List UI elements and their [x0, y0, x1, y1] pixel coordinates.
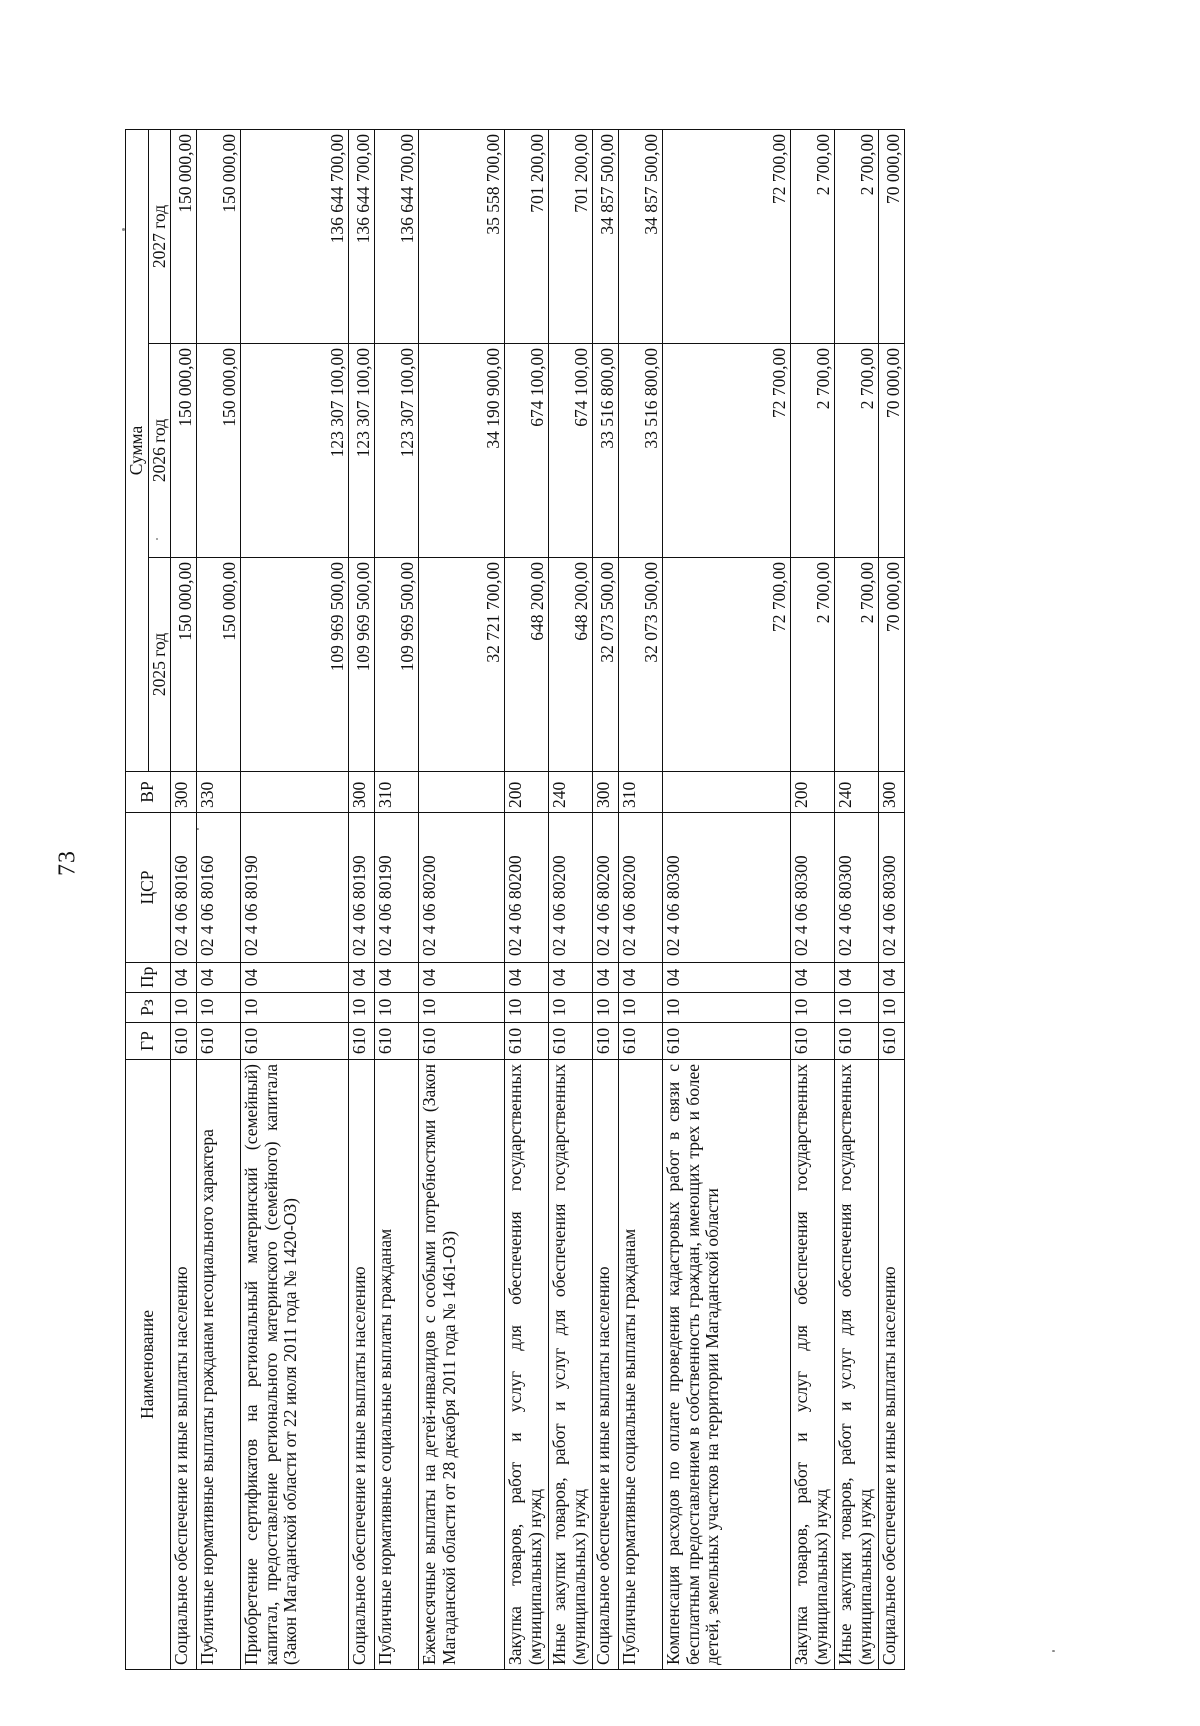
table-row: [197, 129, 241, 1669]
cell-pr: 04: [835, 963, 879, 993]
cell-vr: [419, 772, 505, 813]
cell-pr: 04: [505, 963, 549, 993]
table-row: [619, 129, 663, 1669]
cell-vr: 300: [171, 772, 197, 813]
cell-pr: 04: [171, 963, 197, 993]
cell-csr: 02 4 06 80200: [593, 813, 619, 963]
cell-rz: 10: [593, 993, 619, 1023]
cell-rz: 10: [419, 993, 505, 1023]
cell-2026: 674 100,00: [549, 344, 593, 558]
cell-2025: 32 073 500,00: [619, 558, 663, 772]
cell-2027: 150 000,00: [171, 129, 197, 343]
cell-gr: 610: [593, 1023, 619, 1060]
table-row: [171, 129, 197, 1669]
cell-csr: 02 4 06 80190: [241, 813, 349, 963]
cell-pr: 04: [241, 963, 349, 993]
cell-vr: 330: [197, 772, 241, 813]
cell-2026: 72 700,00: [663, 344, 791, 558]
table-row: [663, 129, 791, 1669]
cell-2025: 648 200,00: [505, 558, 549, 772]
cell-2025: 32 073 500,00: [593, 558, 619, 772]
cell-vr: 310: [375, 772, 419, 813]
cell-gr: 610: [835, 1023, 879, 1060]
cell-2026: 34 190 900,00: [419, 344, 505, 558]
col-header-name: Наименование: [126, 1060, 171, 1670]
cell-pr: 04: [619, 963, 663, 993]
cell-2025: 2 700,00: [835, 558, 879, 772]
col-header-csr: ЦСР: [126, 813, 171, 963]
cell-vr: [663, 772, 791, 813]
col-header-2027: 2027 год: [148, 129, 171, 343]
cell-2025: 109 969 500,00: [375, 558, 419, 772]
cell-2026: 33 516 800,00: [593, 344, 619, 558]
cell-name: Публичные нормативные выплаты гражданам несоциального характера: [197, 1060, 241, 1670]
cell-pr: 04: [549, 963, 593, 993]
cell-2027: 70 000,00: [879, 129, 905, 343]
cell-name: Компенсация расходов по оплате проведения кадастровых работ в связи с бесплатным предоставлением в собственность граждан, имеющих трех и более детей, земельных участков на территории Магаданской области: [663, 1060, 791, 1670]
cell-gr: 610: [171, 1023, 197, 1060]
cell-gr: 610: [197, 1023, 241, 1060]
cell-vr: [241, 772, 349, 813]
cell-csr: 02 4 06 80200: [505, 813, 549, 963]
cell-2027: 2 700,00: [835, 129, 879, 343]
cell-rz: 10: [241, 993, 349, 1023]
cell-vr: 300: [349, 772, 375, 813]
rotated-table-wrapper: [125, 130, 1075, 1670]
cell-2025: 2 700,00: [791, 558, 835, 772]
cell-name: Закупка товаров, работ и услуг для обеспечения государственных (муниципальных) нужд: [505, 1060, 549, 1670]
cell-name: Публичные нормативные социальные выплаты гражданам: [375, 1060, 419, 1670]
cell-name: Приобретение сертификатов на региональный материнский (семейный) капитал, предоставление регионального материнского (семейного) капитала (Закон Магаданской области от 22 июля 2011 года № 1420-ОЗ): [241, 1060, 349, 1670]
cell-2025: 109 969 500,00: [349, 558, 375, 772]
table-row: [835, 129, 879, 1669]
cell-2026: 33 516 800,00: [619, 344, 663, 558]
cell-rz: 10: [835, 993, 879, 1023]
table-row: [375, 129, 419, 1669]
table-row: [879, 129, 905, 1669]
cell-rz: 10: [549, 993, 593, 1023]
cell-gr: 610: [241, 1023, 349, 1060]
cell-vr: 300: [593, 772, 619, 813]
cell-name: Ежемесячные выплаты на детей-инвалидов с особыми потребностями (Закон Магаданской области от 28 декабря 2011 года № 1461-ОЗ): [419, 1060, 505, 1670]
cell-rz: 10: [171, 993, 197, 1023]
table-row: [349, 129, 375, 1669]
cell-gr: 610: [419, 1023, 505, 1060]
cell-2027: 701 200,00: [505, 129, 549, 343]
cell-name: Закупка товаров, работ и услуг для обеспечения государственных (муниципальных) нужд: [791, 1060, 835, 1670]
cell-vr: 200: [505, 772, 549, 813]
cell-name: Иные закупки товаров, работ и услуг для обеспечения государственных (муниципальных) нужд: [835, 1060, 879, 1670]
cell-2027: 35 558 700,00: [419, 129, 505, 343]
cell-2026: 2 700,00: [835, 344, 879, 558]
cell-gr: 610: [375, 1023, 419, 1060]
table-row: [549, 129, 593, 1669]
cell-name: Публичные нормативные социальные выплаты гражданам: [619, 1060, 663, 1670]
cell-2025: 150 000,00: [171, 558, 197, 772]
cell-2027: 34 857 500,00: [593, 129, 619, 343]
cell-rz: 10: [791, 993, 835, 1023]
cell-rz: 10: [663, 993, 791, 1023]
cell-vr: 310: [619, 772, 663, 813]
cell-2026: 150 000,00: [171, 344, 197, 558]
cell-pr: 04: [593, 963, 619, 993]
cell-vr: 300: [879, 772, 905, 813]
cell-name: Социальное обеспечение и иные выплаты населению: [879, 1060, 905, 1670]
budget-table: [125, 129, 905, 1670]
table-row: [419, 129, 505, 1669]
cell-csr: 02 4 06 80300: [663, 813, 791, 963]
cell-2025: 32 721 700,00: [419, 558, 505, 772]
cell-2026: 123 307 100,00: [349, 344, 375, 558]
col-header-pr: Пр: [126, 963, 171, 993]
cell-name: Социальное обеспечение и иные выплаты населению: [171, 1060, 197, 1670]
cell-2027: 34 857 500,00: [619, 129, 663, 343]
col-header-rz: Рз: [126, 993, 171, 1023]
cell-csr: 02 4 06 80200: [549, 813, 593, 963]
cell-2026: 674 100,00: [505, 344, 549, 558]
cell-2025: 109 969 500,00: [241, 558, 349, 772]
cell-2025: 70 000,00: [879, 558, 905, 772]
cell-gr: 610: [549, 1023, 593, 1060]
cell-pr: 04: [419, 963, 505, 993]
cell-vr: 240: [549, 772, 593, 813]
cell-csr: 02 4 06 80190: [375, 813, 419, 963]
cell-csr: 02 4 06 80300: [835, 813, 879, 963]
col-header-2026: 2026 год: [148, 344, 171, 558]
cell-pr: 04: [197, 963, 241, 993]
cell-2025: 150 000,00: [197, 558, 241, 772]
cell-2025: 72 700,00: [663, 558, 791, 772]
cell-2026: 2 700,00: [791, 344, 835, 558]
cell-2026: 150 000,00: [197, 344, 241, 558]
cell-csr: 02 4 06 80160: [171, 813, 197, 963]
cell-pr: 04: [879, 963, 905, 993]
cell-name: Социальное обеспечение и иные выплаты населению: [349, 1060, 375, 1670]
cell-rz: 10: [349, 993, 375, 1023]
cell-gr: 610: [505, 1023, 549, 1060]
cell-rz: 10: [879, 993, 905, 1023]
cell-rz: 10: [505, 993, 549, 1023]
cell-2027: 72 700,00: [663, 129, 791, 343]
cell-2027: 136 644 700,00: [375, 129, 419, 343]
table-row: [505, 129, 549, 1669]
header-row: [126, 129, 149, 1669]
cell-name: Социальное обеспечение и иные выплаты населению: [593, 1060, 619, 1670]
table-row: [791, 129, 835, 1669]
cell-2027: 150 000,00: [197, 129, 241, 343]
cell-gr: 610: [349, 1023, 375, 1060]
cell-pr: 04: [663, 963, 791, 993]
col-header-vr: ВР: [126, 772, 171, 813]
cell-2026: 70 000,00: [879, 344, 905, 558]
cell-2027: 136 644 700,00: [241, 129, 349, 343]
cell-csr: 02 4 06 80300: [879, 813, 905, 963]
table-row: [593, 129, 619, 1669]
cell-pr: 04: [349, 963, 375, 993]
cell-pr: 04: [375, 963, 419, 993]
cell-gr: 610: [663, 1023, 791, 1060]
cell-csr: 02 4 06 80200: [619, 813, 663, 963]
cell-gr: 610: [619, 1023, 663, 1060]
cell-csr: 02 4 06 80300: [791, 813, 835, 963]
cell-csr: 02 4 06 80160: [197, 813, 241, 963]
cell-2026: 123 307 100,00: [241, 344, 349, 558]
cell-2027: 136 644 700,00: [349, 129, 375, 343]
table-row: [241, 129, 349, 1669]
cell-gr: 610: [879, 1023, 905, 1060]
cell-name: Иные закупки товаров, работ и услуг для обеспечения государственных (муниципальных) нужд: [549, 1060, 593, 1670]
cell-2026: 123 307 100,00: [375, 344, 419, 558]
col-header-gr: ГР: [126, 1023, 171, 1060]
cell-pr: 04: [791, 963, 835, 993]
cell-2025: 648 200,00: [549, 558, 593, 772]
col-header-2025: 2025 год: [148, 558, 171, 772]
col-header-sum: Сумма: [126, 129, 149, 771]
cell-rz: 10: [197, 993, 241, 1023]
page-number: 73: [54, 850, 81, 876]
cell-2027: 2 700,00: [791, 129, 835, 343]
cell-rz: 10: [375, 993, 419, 1023]
cell-csr: 02 4 06 80190: [349, 813, 375, 963]
cell-gr: 610: [791, 1023, 835, 1060]
cell-vr: 240: [835, 772, 879, 813]
cell-csr: 02 4 06 80200: [419, 813, 505, 963]
cell-rz: 10: [619, 993, 663, 1023]
cell-2027: 701 200,00: [549, 129, 593, 343]
cell-vr: 200: [791, 772, 835, 813]
